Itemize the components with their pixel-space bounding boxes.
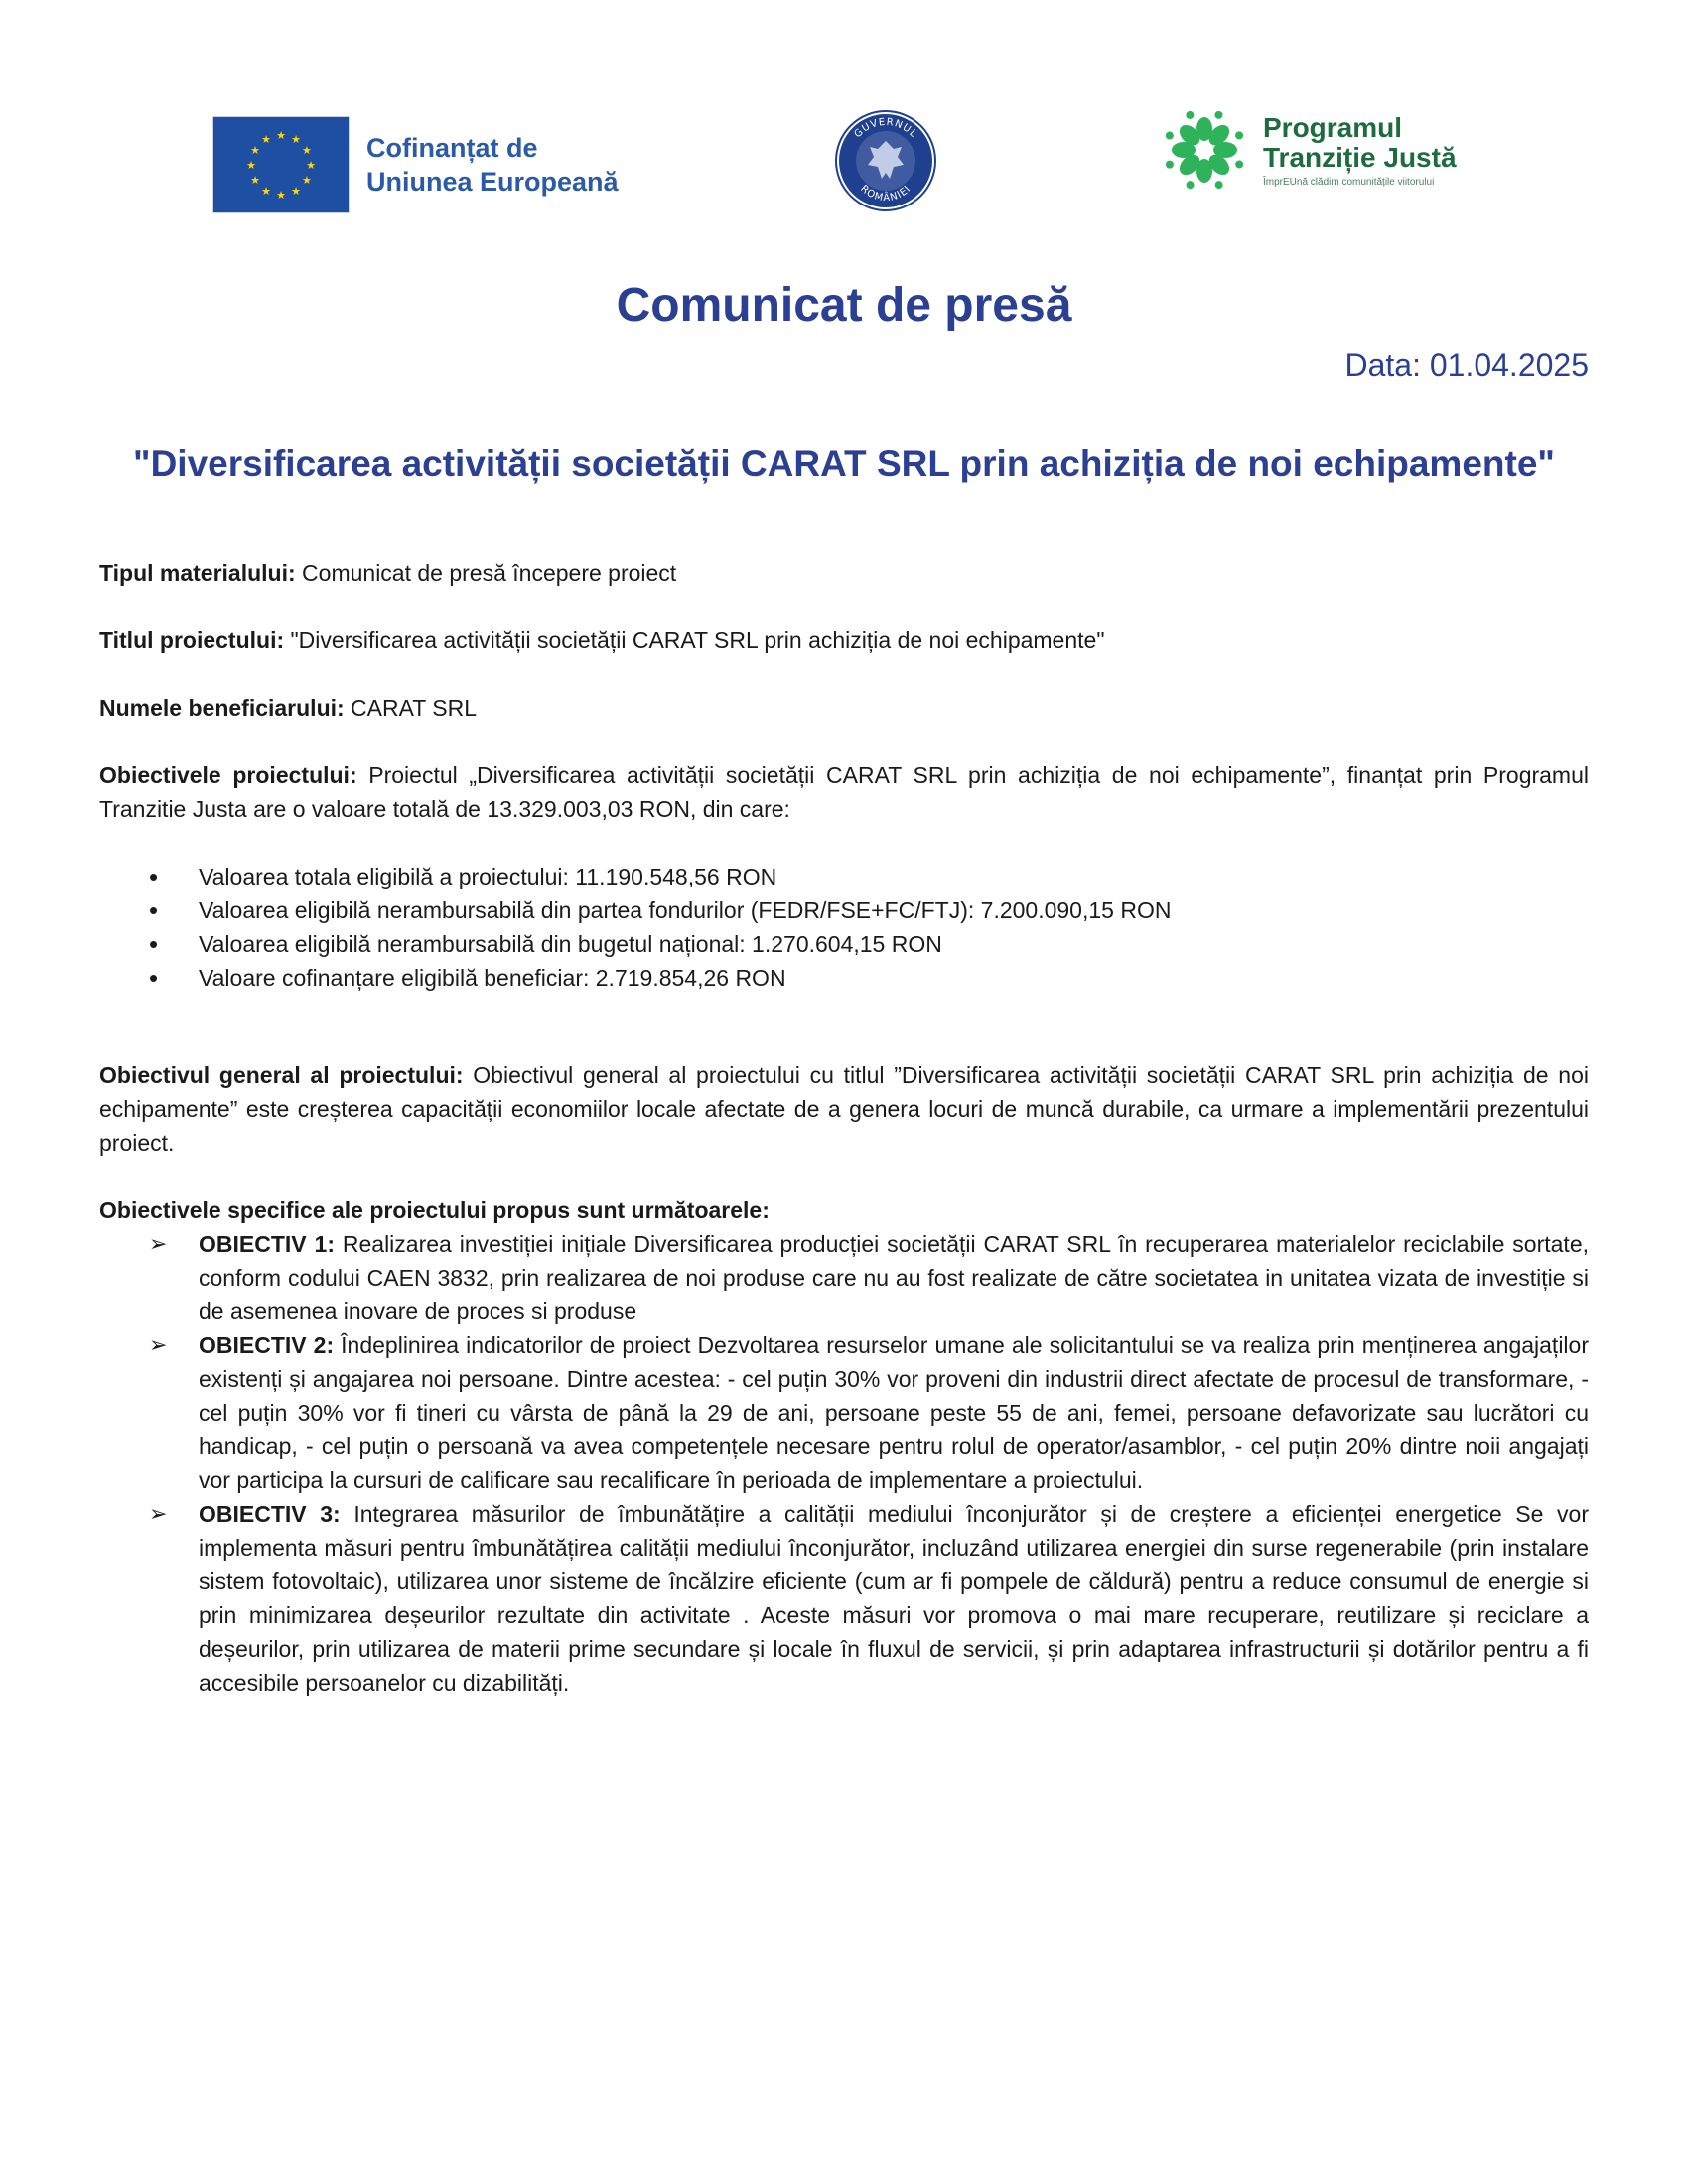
eu-logo-text: [366, 131, 619, 199]
programul-tranzitie-justa-logo: [1162, 107, 1457, 193]
objective-label: OBIECTIV 2:: [199, 1332, 335, 1358]
objective-text: Integrarea măsurilor de îmbunătățire a calității mediului înconjurător și de creștere a eficienței energetice Se vor implementa măsuri pentru îmbunătățirea calității mediului înconjurător, incluzând utilizarea energiei din surse regenerabile (prin instalare sistem fotovoltaic), utilizarea unor sisteme de încălzire eficiente (cum ar fi pompele de căldură) pentru a reduce consumul de energie si prin minimizarea deșeurilor rezultate din activitate . Aceste măsuri vor promova o mai mare recuperare, reutilizare și reciclare a deșeurilor, prin utilizarea de materii prime secundare și locale în fluxul de servicii, și prin adaptarea infrastructurii și dotărilor pentru a fi accesibile persoanelor cu dizabilități.: [199, 1501, 1589, 1696]
eu-star-icon: ★: [261, 184, 271, 198]
eu-star-icon: ★: [261, 133, 271, 147]
specific-objectives-heading: Obiectivele specifice ale proiectului propus sunt următoarele:: [99, 1197, 770, 1223]
ptj-dot: [1235, 160, 1243, 168]
field-material-type: [99, 556, 1589, 590]
objective-label: OBIECTIV 1:: [199, 1231, 335, 1257]
field-label: Obiectivele proiectului:: [99, 762, 357, 788]
list-item: • Valoarea eligibilă nerambursabilă din bugetul național: 1.270.604,15 RON: [99, 927, 1589, 961]
ptj-flower-icon: [1162, 107, 1247, 193]
project-title-heading: "Diversificarea activității societății CARAT SRL prin achiziția de noi echipamente": [133, 443, 1555, 483]
ptj-logo-line2: Tranziție Justă: [1263, 141, 1457, 173]
field-label: Tipul materialului:: [99, 560, 296, 586]
arrow-bullet-icon: ➢: [149, 1501, 168, 1526]
list-item: • Valoarea eligibilă nerambursabilă din partea fondurilor (FEDR/FSE+FC/FTJ): 7.200.090,15 RON: [99, 893, 1589, 927]
list-item: • Valoare cofinanțare eligibilă beneficiar: 2.719.854,26 RON: [99, 961, 1589, 995]
romanian-government-seal-icon: [834, 109, 937, 212]
eu-star-icon: ★: [276, 189, 286, 202]
page-title: Comunicat de presă: [616, 279, 1072, 332]
eu-star-icon: ★: [250, 144, 260, 157]
objective-text: Îndeplinirea indicatorilor de proiect Dezvoltarea resurselor umane ale solicitantului se va realiza prin menținerea angajaților existenți și angajarea noi persoane. Dintre acestea: - cel puțin 30% vor proveni din industrii direct afectate de procesul de transformare, - cel puțin 30% vor fi tineri cu vârsta de până la 29 de ani, persoane peste 55 de ani, femei, persoane defavorizate sau lucrători cu handicap, - cel puțin o persoană va avea competențele necesare pentru rolul de operator/asamblor, - cel puțin 20% dintre noii angajați vor participa la cursuri de calificare sau recalificare în perioada de implementare a proiectului.: [199, 1332, 1589, 1493]
eu-star-icon: ★: [302, 174, 312, 187]
field-value: Comunicat de presă începere proiect: [295, 560, 677, 586]
field-project-objectives: [99, 758, 1589, 826]
eu-flag-icon: [213, 117, 349, 212]
arrow-bullet-icon: ➢: [149, 1231, 168, 1256]
field-value: Obiectivul general al proiectului cu titlul ”Diversificarea activității societății CARAT SRL prin achiziția de noi echipamente” este creșterea capacității economiilor locale afectate de a genera locuri de muncă durabile, ca urmare a implementării prezentului proiect.: [99, 1062, 1589, 1156]
svg-text:GUVERNUL: GUVERNUL: [852, 116, 919, 141]
ptj-dot: [1186, 111, 1194, 119]
ptj-dot: [1166, 161, 1174, 169]
field-beneficiary: [99, 691, 1589, 725]
document-date: Data: 01.04.2025: [1344, 347, 1589, 383]
field-value: CARAT SRL: [344, 695, 478, 721]
list-item: [99, 1227, 1589, 1328]
field-label: Numele beneficiarului:: [99, 695, 345, 721]
list-item: [99, 1328, 1589, 1497]
eu-cofinancing-logo: [213, 117, 619, 212]
eu-star-icon: ★: [306, 159, 316, 172]
specific-objectives-list: [99, 1227, 1589, 1700]
field-value: Proiectul „Diversificarea activității societății CARAT SRL prin achiziția de noi echipamente”, finanțat prin Programul Tranzitie Justa are o valoare totală de 13.329.003,03 RON, din care:: [99, 762, 1589, 822]
list-item: [99, 1497, 1589, 1700]
field-label: Obiectivul general al proiectului:: [99, 1062, 464, 1088]
eu-star-icon: ★: [302, 144, 312, 157]
general-objective-paragraph: [99, 1058, 1589, 1160]
eu-logo-line1: Cofinanțat de: [366, 133, 538, 163]
ptj-dot: [1215, 181, 1223, 189]
list-item: • Valoarea totala eligibilă a proiectului: 11.190.548,56 RON: [99, 860, 1589, 893]
eu-logo-line2: Uniunea Europeană: [366, 167, 619, 197]
eu-star-icon: ★: [276, 129, 286, 142]
eu-star-icon: ★: [250, 174, 260, 187]
project-values-list: [99, 860, 1589, 995]
objective-text: Realizarea investiției inițiale Diversificarea producției societății CARAT SRL în recuperarea materialelor reciclabile sortate, conform codului CAEN 3832, prin realizarea de noi produse care nu au fost realizate de către societatea in unitatea vizata de investiție si de asemenea inovare de proces si produse: [199, 1231, 1589, 1324]
field-project-title: [99, 623, 1589, 657]
ptj-logo-line1: Programul: [1263, 111, 1403, 143]
eu-star-icon: ★: [291, 184, 301, 198]
ptj-dot: [1187, 181, 1195, 189]
field-label: Titlul proiectului:: [99, 627, 285, 653]
ptj-dot: [1166, 132, 1174, 140]
objective-label: OBIECTIV 3:: [199, 1501, 341, 1527]
eu-star-icon: ★: [291, 133, 301, 147]
field-value: "Diversificarea activității societății CARAT SRL prin achiziția de noi echipamente": [284, 627, 1105, 653]
eu-star-icon: ★: [246, 159, 256, 172]
svg-text:ROMÂNIEI: ROMÂNIEI: [858, 183, 914, 205]
arrow-bullet-icon: ➢: [149, 1332, 168, 1357]
document-body: [99, 556, 1589, 1700]
header-logos: [0, 0, 1688, 228]
ptj-dot: [1214, 111, 1222, 119]
ptj-dot: [1235, 131, 1243, 139]
ptj-logo-tagline: ÎmprEUnă clădim comunitățile viitorului: [1263, 176, 1435, 188]
